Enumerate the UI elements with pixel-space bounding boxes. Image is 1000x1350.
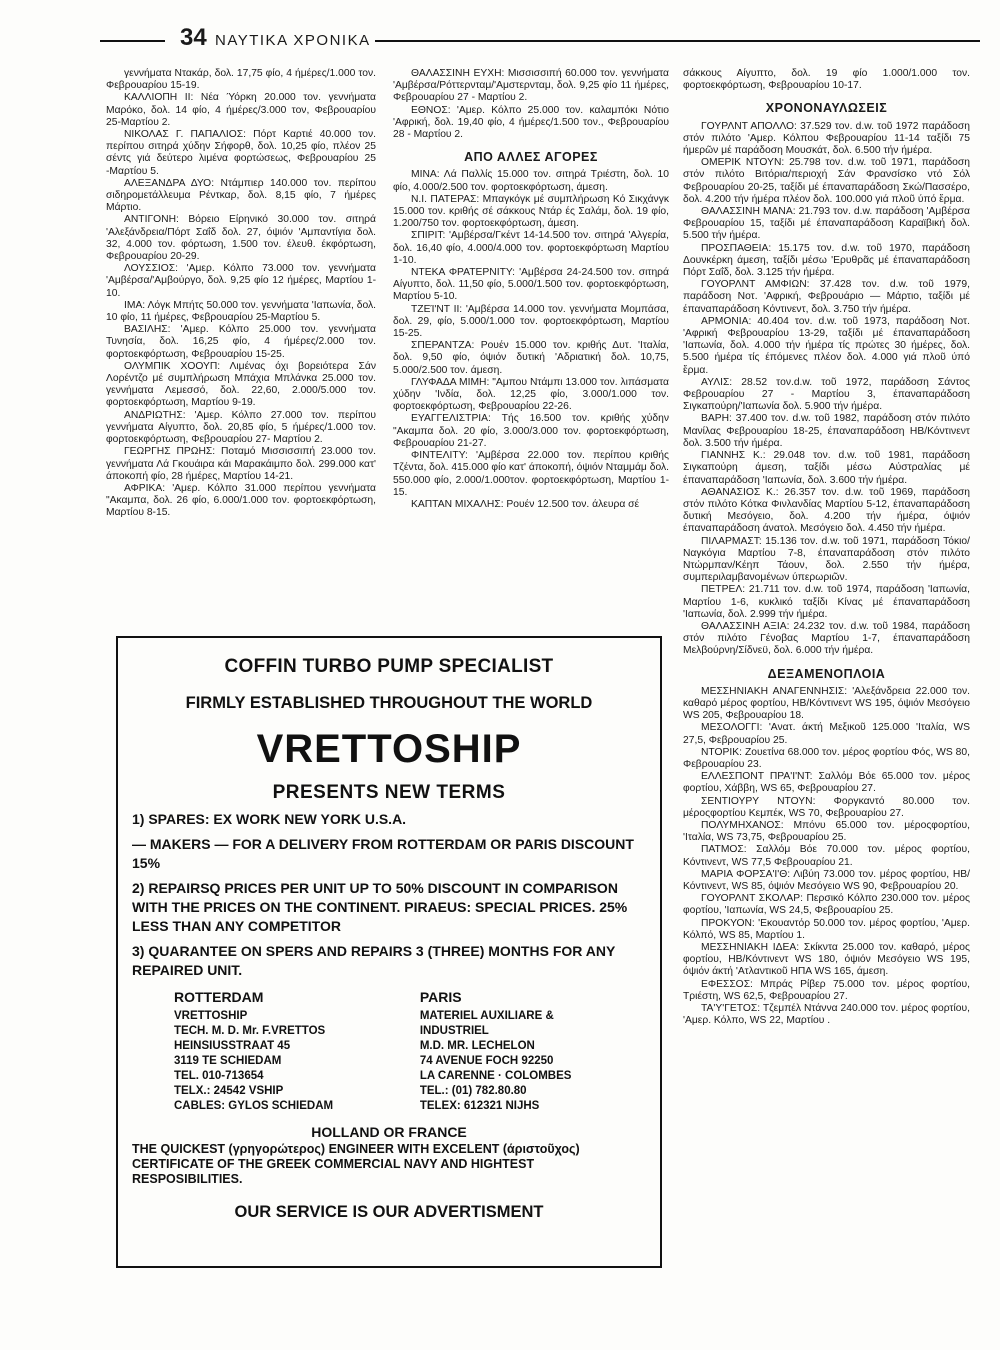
paragraph: ΒΑΣΙΛΗΣ: 'Αμερ. Κόλπο 25.000 τον. γεννήματα Τυνησία, δολ. 16,25 φίο, 4 ήμέρες/2.000 τον. φορτοεκφόρτωση, Φεβρουαρίου 15-25. (106, 324, 376, 360)
paragraph: ΓΙΑΝΝΗΣ Κ.: 29.048 τον. d.w. τοῦ 1981, παράδοση Σιγκαπούρη άμεση, ταξίδι μέσω Αύστραλίας μέ έπαναπαράδοση 'Ιαπωνία, δολ. 3.600 τήν ήμέρα. (683, 450, 970, 486)
paragraph: ΑΝΔΡΙΩΤΗΣ: 'Αμερ. Κόλπο 27.000 τον. περίπου γεννήματα Αίγυπτο, δολ. 20,85 φίο, 5 ήμέρες/1.000 τον. φορτοεκφόρτωση, Φεβρουαρίου 27- Μαρτίου 2. (106, 409, 376, 446)
paragraph: ΤΑ'Υ'ΓΕΤΟΣ: Τζεμπέλ Ντάννα 240.000 τον. μέρος φορτίου, 'Αμερ. Κόλπο, WS 22, Μαρτίου . (683, 1003, 970, 1027)
ad-presents: PRESENTS NEW TERMS (272, 782, 506, 803)
city-rotterdam: ROTTERDAM (174, 989, 264, 1005)
paragraph: ΟΜΕΡΙΚ ΝΤΟΥΝ: 25.798 τον. d.w. τοῦ 1971, παράδοση στόν πιλότο Βιτόρια/περιοχή Σάν Φρανσίσκο ντό Σόλ Φεβρουαρίου 20-25, ταξίδι μέ έπαναπαράδοση Σκώ/Πασσέρο, δολ. 4.200 τήν ήμέρα πλέον δολ. 100.000 γιά πλοῦ ύπό ἕρμα. (683, 157, 970, 205)
paragraph: ΚΑΠΤΑΝ ΜΙΧΑΛΗΣ: Ρουέν 12.500 τον. άλευρα σέ (411, 498, 640, 510)
paragraph: ΘΑΛΑΣΣΙΝΗ ΕΥΧΗ: Μισσισσιπή 60.000 τον. γεννήματα 'Αμβέρσα/Ρόττερνταμ/'Αμστερνταμ, δολ. 9,25 φίο 11 ήμέρες, Φεβρουαρίου 27 - Μαρτίου 2. (393, 68, 669, 104)
ad-term: 2) REPAIRSQ PRICES PER UNIT UP TO 50% DISCOUNT IN COMPARISON WITH THE PRICES ON THE CONTINENT. PIRAEUS: SPECIAL PRICES. 25% LESS THAN ANY COMPETITOR (132, 880, 628, 934)
paragraph: ΓΟΥΟΡΛΝΤ ΣΚΟΛΑΡ: Περσικό Κόλπο 230.000 τον. μέρος φορτίου, 'Ιαπωνία, WS 24,5, Φεβρουαρίου 25. (683, 893, 970, 917)
address-line: HEINSIUSSTRAAT 45 (174, 1040, 291, 1052)
paragraph: ΝΤΕΚΑ ΦΡΑΤΕΡΝΙΤΥ: 'Αμβέρσα 24-24.500 τον. σιτηρά Αίγυπτο, δολ. 11,50 φίο, 5.000/1.500 τον. φορτοεκφόρτωση, Μαρτίου 5-10. (393, 267, 669, 303)
paragraph: ΓΕΩΡΓΗΣ ΠΡΩΗΣ: Ποταμό Μισσισσιπή 23.000 τον. γεννήματα Λά Γκουάιρα κάι Μαρακάιμπο δολ. 299.000 κατ' άποκοπή φίο, 28 ήμέρες, Μαρτίου 14-21. (106, 446, 376, 482)
column-2 (393, 68, 669, 511)
ad-brand: VRETTOSHIP (256, 727, 522, 771)
address-line: TELX.: 24542 VSHIP (174, 1085, 284, 1097)
paragraph: ΓΟΥΡΛΝΤ ΑΠΟΛΛΟ: 37.529 τον. d.w. τοῦ 1972 παράδοση στόν πιλότο 'Αμερ. Κόλπου Φεβρουαρίου 11-14 ταξίδι 75 ήμερῶν μέ παράδοση Μουσκάτ, δολ. 6.500 τήν ήμέρα. (683, 120, 970, 157)
paragraph: ΠΑΤΜΟΣ: Σαλλόμ Βόε 70.000 τον. μέρος φορτίου, Κόντινεντ, WS 77,5 Φεβρουαρίου 21. (683, 844, 970, 868)
paragraph: Ν.Ι. ΠΑΤΕΡΑΣ: Μπαγκόγκ μέ συμπλήρωση Κό Σικχάνγκ 15.000 τον. κριθής σέ σάκκους Ντάρ ές Σαλάμ, δολ. 19 φίο, 1.200/750 τον. φορτοεκφόρτωση, άμεση. (393, 193, 669, 230)
address-line: TEL. 010-713654 (174, 1070, 264, 1082)
paragraph: ΑΘΑΝΑΣΙΟΣ Κ.: 26.357 τον. d.w. τοῦ 1969, παράδοση στόν πιλότο Κότκα Φινλανδίας Μαρτίου 5-12, έπαναπαράδοση δυτική Μεσόγειο, δολ. 4.200 τήν ήμέρα, όψιόν έπαναπαράδοση άνατολ. Μεσόγειο δολ. 4.450 τήν ήμέρα. (683, 486, 970, 535)
paragraph: ΘΑΛΑΣΣΙΝΗ ΑΞΙΑ: 24.232 τον. d.w. τοῦ 1984, παράδοση στόν πιλότο Γένοβας Μαρτίου 1-7, έπαναπαράδοση Μελβούρνη/Σίδνεϋ, δολ. 6.000 τήν ήμέρα. (683, 620, 970, 657)
address-line: TEL.: (01) 782.80.80 (419, 1085, 527, 1097)
paragraph: ΤΖΕΊ'ΝΤ ΙΙ: 'Αμβέρσα 14.000 τον. γεννήματα Μομπάσα, δολ. 29, φίο, 5.000/1.000 τον. φορτοεκφόρτωση, Μαρτίου 15-25. (393, 303, 669, 340)
paragraph: ΒΑΡΗ: 37.400 τον. d.w. τοῦ 1982, παράδοση στόν πιλότο Μανίλας Φεβρουαρίου 18-25, έπαναπαράδοση ΗΒ/Κόντινεντ δολ. 3.500 τήν ήμέρα. (683, 413, 970, 449)
address-line: LA CARENNE · COLOMBES (419, 1070, 572, 1082)
paragraph: ΜΙΝΑ: Λά Παλλίς 15.000 τον. σιτηρά Τριέστη, δολ. 10 φίο, 4.000/2.500 τον. φορτοεκφόρτωση, άμεση. (393, 169, 669, 193)
ad-addresses (132, 990, 646, 1114)
paragraph: ΕΦΕΣΣΟΣ: Μπράς Ρίβερ 75.000 τον. μέρος φορτίου, Τριέστη, WS 62,5, Φεβρουαρίου 27. (683, 978, 970, 1002)
paragraph: ΘΑΛΑΣΣΙΝΗ ΜΑΝΑ: 21.793 τον. d.w. παράδοση 'Αμβέρσα Φεβρουαρίου 15, ταξίδι μέ έπαναπαράδοση Καραϊβική δολ. 5.500 τήν ήμέρα. (683, 206, 970, 242)
paragraph: ΜΕΣΟΛΟΓΓΙ: 'Ανατ. άκτή Μεξικοῦ 125.000 'Ιταλία, WS 27,5, Φεβρουαρίου 25. (683, 722, 970, 746)
paragraph: ΑΛΕΞΑΝΔΡΑ ΔΥΟ: Ντάμπιερ 140.000 τον. περίπου σιδηρομετάλλευμα Ρέντκαρ, δολ. 8,15 φίο, 7 ήμέρες Μάρτιο. (106, 177, 376, 214)
ad-term: 1) SPARES: EX WORK NEW YORK U.S.A. (132, 811, 407, 827)
paragraph: ΑΝΤΙΓΟΝΗ: Βόρειο Είρηνικό 30.000 τον. σιτηρά 'Αλεξάνδρεια/Πόρτ Σαΐδ δολ. 27, όψιόν 'Αμπαντίγια δολ. 32, 4.000 τον. φόρτωση, 1.500 τον. έλευθ. έκφόρτωση, Φεβρουαρίου 20-29. (106, 214, 376, 263)
address-line: CABLES: GYLOS SCHIEDAM (174, 1100, 334, 1112)
column-3 (683, 68, 970, 1027)
address-paris (420, 990, 646, 1114)
paragraph: ΕΥΑΓΓΕΛΙΣΤΡΙΑ: Τής 16.500 τον. κριθής χύδην "Ακαμπα δολ. 20 φίο, 3.000/3.000 τον. φορτοεκφόρτωση, Φεβρουαρίου 21-27. (393, 413, 669, 449)
page-header (100, 24, 980, 70)
header-rule-left (100, 40, 165, 42)
paragraph: ΟΛΥΜΠΙΚ ΧΟΟΥΠ: Λιμένας όχι βορειότερα Σάν Λορέντζο μέ συμπλήρωση Μπάχια Μπλάνκα 25.000 τον. γεννήματα Λεμεσσό, δολ. 22,60, 2.000/5.000 τον. φορτοεκφόρτωση, Μαρτίου 9-19. (106, 360, 376, 409)
paragraph: ΝΙΚΟΛΑΣ Γ. ΠΑΠΑΛΙΟΣ: Πόρτ Καρτιέ 40.000 τον. περίπου σιτηρά χύδην Σήφορθ, δολ. 10,25 φίο, πλέον 25 σέντς γιά δεύτερο λιμένα φορτώσεως, Φεβρουαρίου 25 -Μαρτίου 5. (106, 129, 376, 177)
paragraph: σάκκους Αίγυπτο, δολ. 19 φίο 1.000/1.000 τον. φορτοεκφόρτωση, Φεβρουαρίου 10-17. (683, 68, 970, 92)
ad-terms (132, 810, 646, 980)
paragraph: ΠΙΛΑΡΜΑΣΤ: 15.136 τον. d.w. τοῦ 1971, παράδοση Τόκιο/Ναγκόγια Μαρτίου 7-8, έπαναπαράδοση στόν πιλότο Ντώρμπαν/Κέηπ Τάουν, δολ. 2.550 τήν ήμέρα, συμπεριλαμβανομένων ύπερωριῶν. (683, 535, 970, 584)
address-line: M.D. MR. LECHELON (419, 1040, 535, 1052)
address-line: 3119 TE SCHIEDAM (174, 1055, 282, 1067)
paragraph: ΑΥΛΙΣ: 28.52 τον.d.w. τοῦ 1972, παράδοση Σάντος Φεβρουαρίου 27 - Μαρτίου 3, έπαναπαράδοση Σιγκαπούρη/'Ιαπωνία δολ. 5.900 τήν ήμέρα. (683, 376, 970, 413)
publication-name: ΝΑΥΤΙΚΑ ΧΡΟΝΙΚΑ (215, 32, 371, 49)
city-paris: PARIS (419, 989, 462, 1005)
paragraph: ΣΠΕΡΑΝΤΖΑ: Ρουέν 15.000 τον. κριθής Δυτ. 'Ιταλία, δολ. 9,50 φίο, όψιόν δυτική 'Αδριατική δολ. 10,75, 5.000/2.500 τον. άμεση. (393, 340, 669, 376)
paragraph: ΓΟΥΟΡΛΝΤ ΑΜΦΙΩΝ: 37.428 τον. d.w. τοῦ 1979, παράδοση Νοτ. 'Αφρική, Φεβρουάριο — Μάρτιο, ταξίδι μέ έπαναπαράδοση Κόντινεντ, δολ. 3.750 τήν ήμέρα. (683, 279, 970, 315)
section-title-tankers: ΔΕΞΑΜΕΝΟΠΛΟΙΑ (767, 666, 886, 681)
address-rotterdam (132, 990, 420, 1114)
ad-engineer-text: THE QUICKEST (γρηγορώτερος) ENGINEER WITH EXCELENT (άριστοῦχος) CERTIFICATE OF THE GREEK COMMERCIAL NAVY AND HIGHTEST RESPOSIBILITIES. (132, 1142, 580, 1186)
paragraph: ΛΟΥΣΣΙΟΣ: 'Αμερ. Κόλπο 73.000 τον. γεννήματα 'Αμβέρσα/'Αμβούργο, δολ. 9,25 φίο 12 ήμέρες, Μαρτίου 1-10. (106, 263, 376, 299)
ad-slogan: OUR SERVICE IS OUR ADVERTISMENT (234, 1203, 544, 1221)
paragraph: ΜΕΣΣΗΝΙΑΚΗ ΙΔΕΑ: Σκίκντα 25.000 τον. καθαρό, μέρος φορτίου, ΗΒ/Κόντινεντ WS 180, όψιόν Μεσόγειο WS 195, όψιόν άκτή 'Ατλαντικοῦ ΗΠΑ WS 165, άμεση. (683, 942, 970, 978)
paragraph: ΚΑΛΛΙΟΠΗ ΙΙ: Νέα Ύόρκη 20.000 τον. γεννήματα Μαρόκο, δολ. 14 φίο, 4 ήμέρες/3.000 τον, Φεβρουαρίου 25-Μαρτίου 2. (106, 92, 376, 128)
address-line: 74 AVENUE FOCH 92250 (419, 1055, 554, 1067)
paragraph: ΠΡΟΚΥΟΝ: 'Εκουαντόρ 50.000 τον. μέρος φορτίου, 'Αμερ. Κόλπό, WS 85, Μαρτίου 1. (683, 917, 970, 941)
page-number: 34 (180, 24, 207, 51)
paragraph: ΕΛΛΕΣΠΟΝΤ ΠΡΑ'Ι'ΝΤ: Σαλλόμ Βόε 65.000 τον. μέρος φορτίου, Χάββη, WS 65, Φεβρουαρίου 27. (683, 771, 970, 795)
paragraph: ΠΡΟΣΠΑΘΕΙΑ: 15.175 τον. d.w. τοῦ 1970, παράδοση Δουνκέρκη άμεση, ταξίδι μέσω 'Ερυθρᾶς μέ έπαναπαράδοση Πόρτ Σαΐδ, δολ. 3.125 τήν ήμέρα. (683, 242, 970, 279)
ad-headline: COFFIN TURBO PUMP SPECIALIST (224, 656, 554, 677)
paragraph: ΑΦΡΙΚΑ: 'Αμερ. Κόλπο 31.000 περίπου γεννήματα "Ακαμπα, δολ. 26 φίο, 6.000/1.000 τον. φορτοεκφόρτωση, Μαρτίου 8-15. (106, 482, 376, 519)
paragraph: ΠΕΤΡΕΛ: 21.711 τον. d.w. τοῦ 1974, παράδοση 'Ιαπωνία, Μαρτίου 1-6, κυκλικό ταξίδι Κίνας μέ έπαναπαράδοση 'Ιαπωνία, δολ. 2.999 τήν ήμέρα. (683, 584, 970, 620)
paragraph: ΕΘΝΟΣ: 'Αμερ. Κόλπο 25.000 τον. καλαμπόκι Νότιο 'Αφρική, δολ. 19,40 φίο, 4 ήμέρες/1.500 τον., Φεβρουαρίου 28 - Μαρτίου 2. (393, 104, 669, 141)
paragraph: ΣΕΝΤΙΟΥΡΥ ΝΤΟΥΝ: Φοργκαντό 80.000 τον. μέροςφορτίου Κεμπέκ, WS 70, Φεβρουαρίου 27. (683, 795, 970, 819)
paragraph: ΠΟΛΥΜΗΧΑΝΟΣ: Μπόνυ 65.000 τον. μέροςφορτίου, 'Ιταλία, WS 73,75, Φεβρουαρίου 25. (683, 819, 970, 844)
address-line: TELEX: 612321 NIJHS (419, 1100, 540, 1112)
paragraph: ΝΤΟΡΙΚ: Ζουετίνα 68.000 τον. μέρος φορτίου Φός, WS 80, Φεβρουαρίου 23. (683, 746, 970, 770)
paragraph: ΜΕΣΣΗΝΙΑΚΗ ΑΝΑΓΕΝΝΗΣΙΣ: 'Αλεξάνδρεια 22.000 τον. καθαρό μέρος φορτίου, ΗΒ/Κόντινεντ WS 195, όψιόν Μεσόγειο WS 205, Φεβρουαρίου 18. (683, 685, 970, 722)
paragraph: ΣΠΙΡΙΤ: 'Αμβέρσα/Γκέντ 14-14.500 τον. σιτηρά 'Αλγερία, δολ. 16,40 φίο, 4.000/4.000 τον. φορτοεκφόρτωση Μαρτίου 1-10. (393, 230, 669, 266)
address-line: INDUSTRIEL (419, 1025, 489, 1037)
ad-term: 3) QUARANTEE ON SPERS AND REPAIRS 3 (THREE) MONTHS FOR ANY REPAIRED UNIT. (132, 943, 616, 978)
paragraph: γεννήματα Ντακάρ, δολ. 17,75 φίο, 4 ήμέρες/1.000 τον. Φεβρουαρίου 15-19. (106, 68, 376, 92)
ad-term: — MAKERS — FOR A DELIVERY FROM ROTTERDAM OR PARIS DISCOUNT 15% (132, 836, 634, 871)
address-line: VRETTOSHIP (174, 1010, 248, 1022)
paragraph: ΓΛΥΦΑΔΑ ΜΙΜΗ: "Αμπου Ντάμπι 13.000 τον. λιπάσματα χύδην 'Ινδία, δολ. 12,25 φίο, 3.000/1.000 τον. φορτοεκφόρτωση, Φεβρουαρίου 22-26. (393, 376, 669, 413)
section-title-other-markets: ΑΠΟ ΑΛΛΕΣ ΑΓΟΡΕΣ (464, 150, 598, 165)
paragraph: ΦΙΝΤΕΛΙΤΥ: 'Αμβέρσα 22.000 τον. περίπου κριθής Τζέντα, δολ. 415.000 φίο κατ' άποκοπή, όψιόν Νταμμάμ δολ. 550.000 φίο, 2.000/1.000τον. φορτοεκφόρτωση, Μαρτίου 1-15. (393, 450, 669, 498)
address-line: MATERIEL AUXILIARE & (419, 1010, 554, 1022)
column-1 (106, 68, 376, 520)
paragraph: ΜΑΡΙΑ ΦΟΡΣΑ'Ι'Θ: Λιβύη 73.000 τον. μέρος φορτίου, ΗΒ/Κόντινεντ, WS 85, όψιόν Μεσόγειο WS 90, Φεβρουαρίου 20. (683, 868, 970, 892)
vrettoship-advertisement (116, 636, 662, 1268)
section-title-time-charters: ΧΡΟΝΟΝΑΥΛΩΣΕΙΣ (765, 101, 888, 116)
header-rule-right (375, 40, 980, 42)
paragraph: ΑΡΜΟΝΙΑ: 40.404 τον. d.w. τοῦ 1973, παράδοση Νοτ. 'Αφρική Φεβρουαρίου 13-29, ταξίδι μέ έπαναπαράδοση 'Ιαπωνία, δολ. 4.000 τήν ήμέρα τίς πρώτες 30 ήμέρες, δολ. 5.500 ήμέρα τίς έπόμενες πλέον δολ. 4.000 γιά πλοῦ ύπό ἕρμα. (683, 315, 970, 376)
paragraph: ΙΜΑ: Λόγκ Μπήτς 50.000 τον. γεννήματα 'Ιαπωνία, δολ. 10 φίο, 11 ήμέρες, Φεβρουαρίου 25-Μαρτίου 5. (106, 299, 376, 324)
address-line: TECH. M. D. Mr. F.VRETTOS (174, 1025, 326, 1037)
ad-holland-or-france: HOLLAND OR FRANCE (311, 1124, 467, 1140)
ad-subheadline: FIRMLY ESTABLISHED THROUGHOUT THE WORLD (185, 694, 593, 712)
